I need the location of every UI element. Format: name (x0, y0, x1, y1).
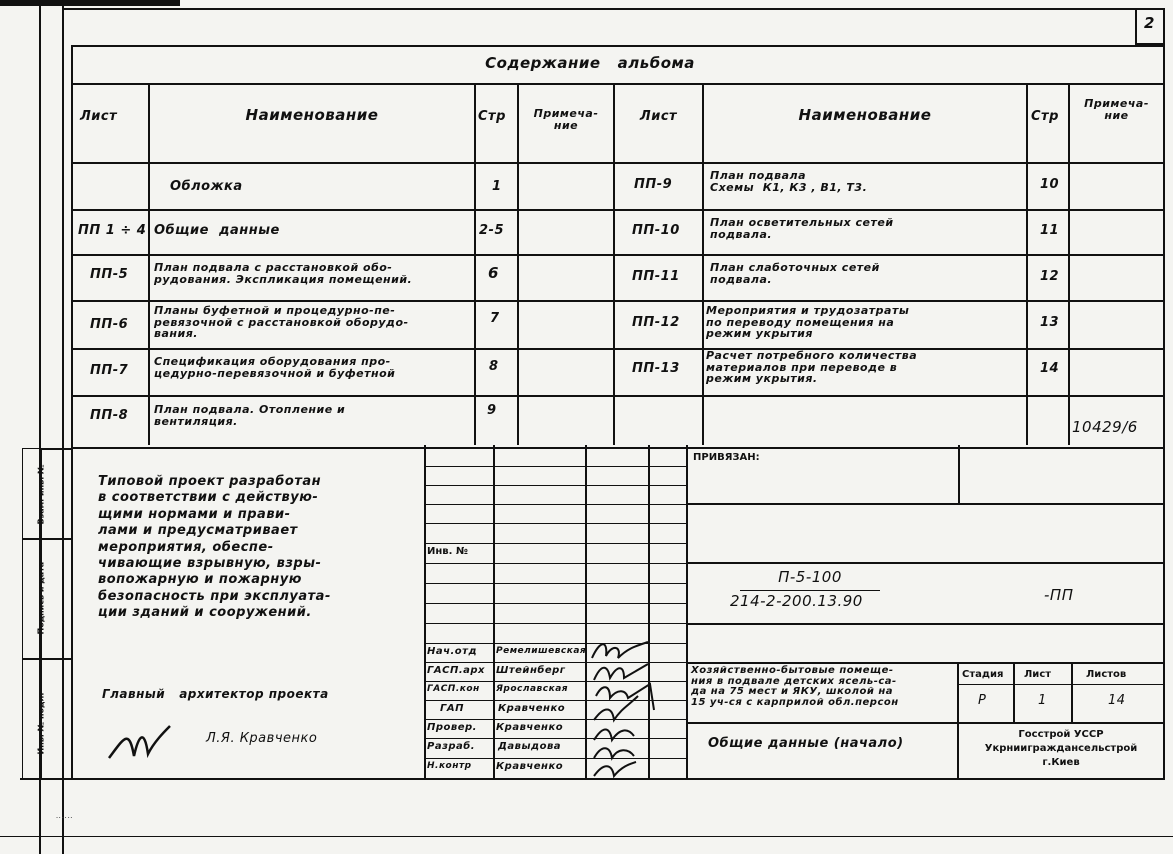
right-name-4: Расчет потребного количества материалов при переводе в режим укрытия. (706, 349, 918, 386)
role-2: ГАСП.кон (427, 684, 480, 694)
contents-table (73, 45, 1163, 449)
stamp-val-sheets: 14 (1108, 693, 1126, 708)
chief-architect-label: Главный архитектор проекта (102, 687, 329, 701)
frame-right (1163, 8, 1165, 780)
stamp-mid-border (686, 445, 688, 780)
tied-label: ПРИВЯЗАН: (693, 452, 760, 463)
sig-row-e (424, 543, 686, 544)
sig-row-i (424, 623, 686, 624)
right-name-0: План подвала Схемы К1, К3 , В1, Т3. (710, 169, 868, 194)
right-sheet-2: ПП-11 (632, 269, 680, 284)
side-label-2: Подпись и дата (36, 561, 46, 635)
side-label-3: Инв. № подл. (36, 692, 46, 755)
left-name-4: Спецификация оборудования про- цедурно-перевязочной и буфетной (154, 355, 396, 380)
left-sheet-5: ПП-8 (90, 408, 129, 423)
right-name-1: План осветительных сетей подвала. (710, 216, 894, 241)
header-sheet: Лист (80, 109, 118, 124)
left-name-2: План подвала с расстановкой обо- рудования. Экспликация помещений. (154, 261, 413, 286)
title-row-sep (688, 722, 1163, 724)
frame-bottom (20, 778, 1165, 780)
left-name-1: Общие данные (154, 223, 280, 238)
chief-architect-signature (104, 718, 174, 768)
left-sheet-4: ПП-7 (90, 363, 129, 378)
role-5: Разраб. (427, 741, 476, 752)
header-rname: Наименование (798, 106, 932, 124)
sheet-title: Общие данные (начало) (708, 736, 904, 751)
col-line-sheet (148, 84, 150, 445)
left-name-5: План подвала. Отопление и вентиляция. (154, 403, 346, 428)
stamp-col-b (1071, 662, 1073, 722)
side-label-box (41, 448, 71, 780)
left-page-0: 1 (492, 179, 502, 194)
header-name: Наименование (245, 106, 379, 124)
side-label-div2 (41, 658, 71, 660)
col-line-note (517, 84, 519, 445)
stamp-left-border (424, 445, 426, 780)
sig-row-a (424, 466, 686, 467)
scan-top-edge (0, 0, 180, 6)
inv-label: Инв. № (427, 546, 468, 557)
sig-col-2 (585, 445, 587, 780)
album-title: Содержание альбома (485, 54, 695, 72)
sig-row-g (424, 583, 686, 584)
frame-top (62, 8, 1165, 10)
left-page-5: 9 (487, 403, 497, 418)
header-rnote: Примеча- ние (1084, 97, 1149, 122)
right-note-5: 10429/6 (1072, 418, 1138, 436)
left-sheet-3: ПП-6 (90, 317, 129, 332)
sig-row-f (424, 563, 686, 564)
row-line-3 (73, 300, 1163, 302)
stamp-row-3 (688, 623, 1163, 625)
stamp-val-sheet: 1 (1038, 693, 1047, 708)
sig-col-1 (493, 445, 495, 780)
left-note: Типовой проект разработан в соответствии с действую- щими нормами и прави- лами и предусматривает мероприятия, обеспе- чивающие взрывную, взры- вопожарную и пожарную безопасность при эксплуата- ции зданий и сооружений. (98, 474, 331, 620)
header-page: Стр (478, 109, 506, 124)
role-name-3: Кравченко (498, 703, 566, 714)
left-page-1: 2-5 (479, 223, 504, 238)
sig-row-b (424, 485, 686, 486)
sig-row-d (424, 523, 686, 524)
header-note: Примеча- ние (533, 107, 599, 132)
left-page-2: 6 (488, 264, 499, 282)
stamp-val-stage: Р (978, 693, 987, 708)
role-name-1: Штейнберг (496, 665, 566, 676)
right-page-3: 13 (1040, 315, 1060, 330)
sig-row-c (424, 504, 686, 505)
left-name-0: Обложка (170, 179, 243, 194)
role-name-4: Кравченко (496, 722, 564, 733)
row-line-4 (73, 348, 1163, 350)
page-number: 2 (1144, 14, 1155, 32)
tied-col (958, 445, 960, 503)
header-rpage: Стр (1031, 109, 1059, 124)
stamp-row-2 (688, 562, 1163, 564)
left-sheet-1: ПП 1 ÷ 4 (78, 223, 147, 238)
project-code-divider (740, 590, 880, 591)
stamp-hdr-sheet: Лист (1024, 669, 1052, 680)
project-code-top: П-5-100 (778, 568, 842, 586)
col-line-mid (613, 84, 615, 445)
right-page-2: 12 (1040, 269, 1060, 284)
side-stamp-div1 (22, 538, 42, 540)
stamp-row-1 (688, 503, 1163, 505)
left-sheet-2: ПП-5 (90, 267, 129, 282)
right-page-4: 14 (1040, 361, 1060, 376)
header-rsheet: Лист (639, 109, 678, 124)
right-sheet-3: ПП-12 (632, 315, 680, 330)
role-name-2: Ярославская (496, 684, 569, 694)
role-name-0: Ремелишевская (496, 646, 587, 656)
stamp-hdr-sheets: Листов (1086, 669, 1127, 680)
left-page-3: 7 (490, 311, 500, 326)
side-label-div1 (41, 538, 71, 540)
row-line-5 (73, 395, 1163, 397)
right-name-2: План слаботочных сетей подвала. (710, 261, 880, 286)
header-row-line (73, 162, 1163, 164)
stamp-col-a (1013, 662, 1015, 722)
role-name-5: Давыдова (498, 741, 562, 752)
project-code-bottom: 214-2-200.13.90 (730, 592, 863, 610)
role-0: Нач.отд (427, 646, 478, 657)
role-4: Провер. (427, 722, 477, 733)
scan-bottom-edge (0, 836, 1173, 837)
left-page-4: 8 (489, 359, 499, 374)
row-line-1 (73, 209, 1163, 211)
right-sheet-0: ПП-9 (634, 177, 673, 192)
sig-row-h (424, 603, 686, 604)
stamp-hdr-sep (957, 684, 1163, 685)
left-name-3: Планы буфетной и процедурно-пе- ревязочной с расстановкой оборудо- вания. (154, 304, 409, 341)
role-1: ГАСП.арх (427, 665, 485, 676)
right-page-0: 10 (1040, 177, 1060, 192)
right-sheet-1: ПП-10 (632, 223, 680, 238)
contents-title-underline (73, 83, 1163, 85)
project-suffix: -ПП (1044, 586, 1074, 604)
col-line-rpage (1026, 84, 1028, 445)
signatures (588, 636, 678, 778)
side-label-1: Взам. инв. № (36, 464, 46, 525)
col-line-page (474, 84, 476, 445)
right-name-3: Мероприятия и трудозатраты по переводу помещения на режим укрытия (706, 304, 910, 341)
role-3: ГАП (440, 703, 464, 714)
right-sheet-4: ПП-13 (632, 361, 680, 376)
org: Госстрой УССР Укрнииграждансельстрой г.Киев (984, 729, 1138, 768)
chief-architect-name: Л.Я. Кравченко (206, 731, 318, 746)
role-name-6: Кравченко (496, 761, 564, 772)
col-line-rnote (1068, 84, 1070, 445)
col-line-rsheet (702, 84, 704, 445)
bottom-margin-note: ‥‥‥ (56, 811, 74, 820)
side-stamp-div2 (22, 658, 42, 660)
role-6: Н.контр (427, 761, 472, 771)
row-line-2 (73, 254, 1163, 256)
building-title: Хозяйственно-бытовые помеще- ния в подвале детских ясель-са- да на 75 мест и ЯКУ, школой на 15 уч-ся с карприлой обл.персон (691, 665, 899, 708)
stamp-hdr-stage: Стадия (962, 669, 1004, 680)
right-page-1: 11 (1040, 223, 1060, 238)
stamp-row-4 (688, 662, 1163, 664)
